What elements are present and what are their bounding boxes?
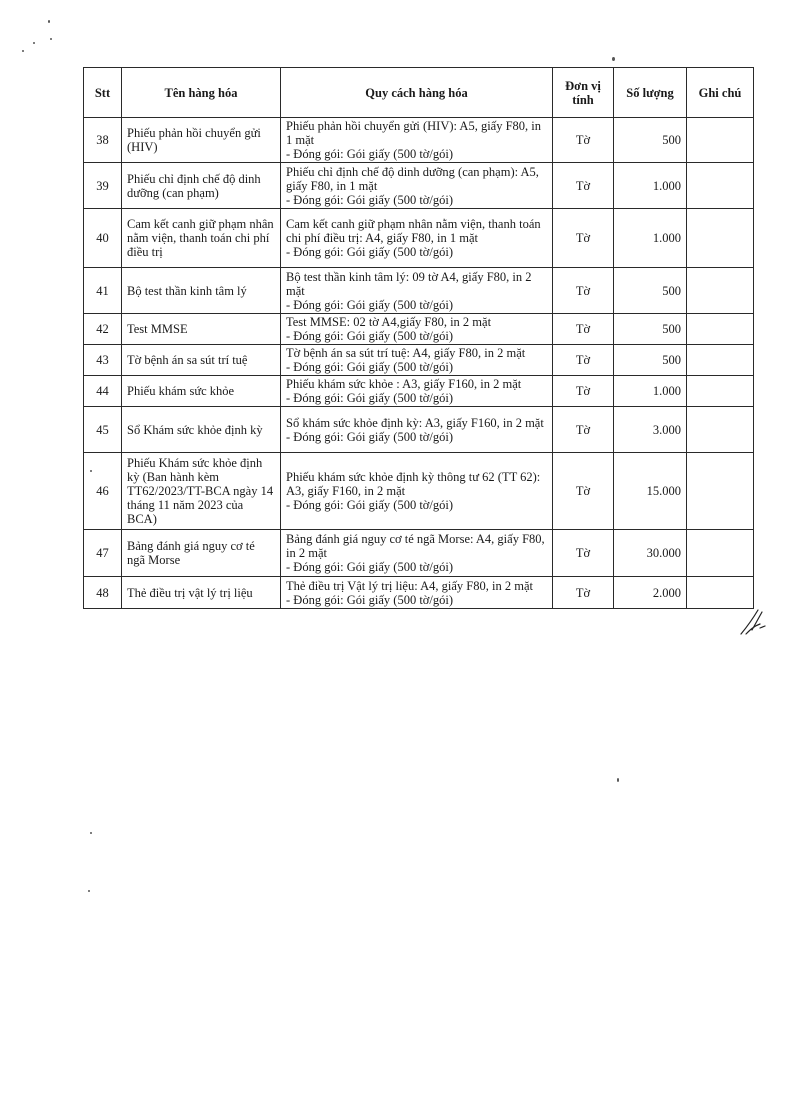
row-name: Thẻ điều trị vật lý trị liệu <box>122 577 281 609</box>
table-row <box>84 268 754 314</box>
row-stt: 43 <box>84 345 122 376</box>
row-spec: Phiếu khám sức khỏe định kỳ thông tư 62 (TT 62): A3, giấy F160, in 2 mặt - Đóng gói: Gói giấy (500 tờ/gói) <box>281 453 553 530</box>
table-row <box>84 314 754 345</box>
row-spec: Bộ test thần kinh tâm lý: 09 tờ A4, giấy F80, in 2 mặt - Đóng gói: Gói giấy (500 tờ/gói) <box>281 268 553 314</box>
row-qty: 1.000 <box>614 376 687 407</box>
row-unit: Tờ <box>553 453 614 530</box>
row-stt: 47 <box>84 530 122 577</box>
table-row <box>84 209 754 268</box>
row-unit: Tờ <box>553 376 614 407</box>
row-spec: Cam kết canh giữ phạm nhân nằm viện, thanh toán chi phí điều trị: A4, giấy F80, in 1 mặt - Đóng gói: Gói giấy (500 tờ/gói) <box>281 209 553 268</box>
row-qty: 1.000 <box>614 163 687 209</box>
row-note <box>687 376 754 407</box>
row-name: Phiếu khám sức khỏe <box>122 376 281 407</box>
row-unit: Tờ <box>553 163 614 209</box>
row-unit: Tờ <box>553 345 614 376</box>
row-spec: Bảng đánh giá nguy cơ té ngã Morse: A4, giấy F80, in 2 mặt - Đóng gói: Gói giấy (500 tờ/gói) <box>281 530 553 577</box>
row-note <box>687 118 754 163</box>
row-unit: Tờ <box>553 407 614 453</box>
row-unit: Tờ <box>553 314 614 345</box>
scan-speck <box>33 42 35 44</box>
row-spec: Sổ khám sức khỏe định kỳ: A3, giấy F160, in 2 mặt - Đóng gói: Gói giấy (500 tờ/gói) <box>281 407 553 453</box>
table-row <box>84 453 754 530</box>
row-spec: Phiếu khám sức khỏe : A3, giấy F160, in 2 mặt - Đóng gói: Gói giấy (500 tờ/gói) <box>281 376 553 407</box>
scan-speck <box>22 50 24 52</box>
row-spec: Thẻ điều trị Vật lý trị liệu: A4, giấy F80, in 2 mặt - Đóng gói: Gói giấy (500 tờ/gói) <box>281 577 553 609</box>
row-stt: 46 <box>84 453 122 530</box>
row-qty: 30.000 <box>614 530 687 577</box>
row-stt: 42 <box>84 314 122 345</box>
row-qty: 500 <box>614 118 687 163</box>
table-header-row <box>84 68 754 118</box>
row-unit: Tờ <box>553 268 614 314</box>
table-row <box>84 163 754 209</box>
row-qty: 500 <box>614 314 687 345</box>
row-note <box>687 530 754 577</box>
row-note <box>687 345 754 376</box>
row-note <box>687 407 754 453</box>
row-name: Sổ Khám sức khỏe định kỳ <box>122 407 281 453</box>
scan-speck <box>50 38 52 40</box>
row-name: Cam kết canh giữ phạm nhân nằm viện, thanh toán chi phí điều trị <box>122 209 281 268</box>
header-spec: Quy cách hàng hóa <box>281 68 553 118</box>
row-name: Test MMSE <box>122 314 281 345</box>
row-stt: 39 <box>84 163 122 209</box>
scan-speck <box>88 890 90 892</box>
row-stt: 44 <box>84 376 122 407</box>
row-qty: 15.000 <box>614 453 687 530</box>
scan-speck <box>48 20 50 23</box>
row-spec: Phiếu phản hồi chuyển gửi (HIV): A5, giấy F80, in 1 mặt - Đóng gói: Gói giấy (500 tờ/gói) <box>281 118 553 163</box>
header-stt: Stt <box>84 68 122 118</box>
scan-speck <box>90 832 92 834</box>
row-stt: 40 <box>84 209 122 268</box>
row-unit: Tờ <box>553 209 614 268</box>
row-name: Phiếu chỉ định chế độ dinh dưỡng (can phạm) <box>122 163 281 209</box>
row-qty: 500 <box>614 268 687 314</box>
table-row <box>84 530 754 577</box>
row-name: Phiếu Khám sức khỏe định kỳ (Ban hành kèm TT62/2023/TT-BCA ngày 14 tháng 11 năm 2023 của BCA) <box>122 453 281 530</box>
signature-mark <box>738 604 768 638</box>
scan-speck <box>617 778 619 782</box>
row-name: Tờ bệnh án sa sút trí tuệ <box>122 345 281 376</box>
table-row <box>84 345 754 376</box>
table-row <box>84 407 754 453</box>
row-name: Bảng đánh giá nguy cơ té ngã Morse <box>122 530 281 577</box>
row-stt: 48 <box>84 577 122 609</box>
row-unit: Tờ <box>553 577 614 609</box>
row-name: Bộ test thần kinh tâm lý <box>122 268 281 314</box>
row-spec: Phiếu chỉ định chế độ dinh dưỡng (can phạm): A5, giấy F80, in 1 mặt - Đóng gói: Gói giấy (500 tờ/gói) <box>281 163 553 209</box>
row-qty: 500 <box>614 345 687 376</box>
table-row <box>84 118 754 163</box>
header-name: Tên hàng hóa <box>122 68 281 118</box>
row-stt: 38 <box>84 118 122 163</box>
row-qty: 1.000 <box>614 209 687 268</box>
row-name: Phiếu phản hồi chuyển gửi (HIV) <box>122 118 281 163</box>
header-qty: Số lượng <box>614 68 687 118</box>
row-stt: 45 <box>84 407 122 453</box>
row-qty: 2.000 <box>614 577 687 609</box>
row-note <box>687 163 754 209</box>
header-note: Ghi chú <box>687 68 754 118</box>
scan-speck <box>612 57 615 61</box>
row-note <box>687 314 754 345</box>
row-unit: Tờ <box>553 530 614 577</box>
table-row <box>84 376 754 407</box>
row-stt: 41 <box>84 268 122 314</box>
header-unit: Đơn vị tính <box>553 68 614 118</box>
row-spec: Test MMSE: 02 tờ A4,giấy F80, in 2 mặt - Đóng gói: Gói giấy (500 tờ/gói) <box>281 314 553 345</box>
goods-table <box>83 67 754 609</box>
row-note <box>687 209 754 268</box>
row-spec: Tờ bệnh án sa sút trí tuệ: A4, giấy F80, in 2 mặt - Đóng gói: Gói giấy (500 tờ/gói) <box>281 345 553 376</box>
row-note <box>687 453 754 530</box>
row-unit: Tờ <box>553 118 614 163</box>
row-qty: 3.000 <box>614 407 687 453</box>
row-note <box>687 268 754 314</box>
table-row <box>84 577 754 609</box>
